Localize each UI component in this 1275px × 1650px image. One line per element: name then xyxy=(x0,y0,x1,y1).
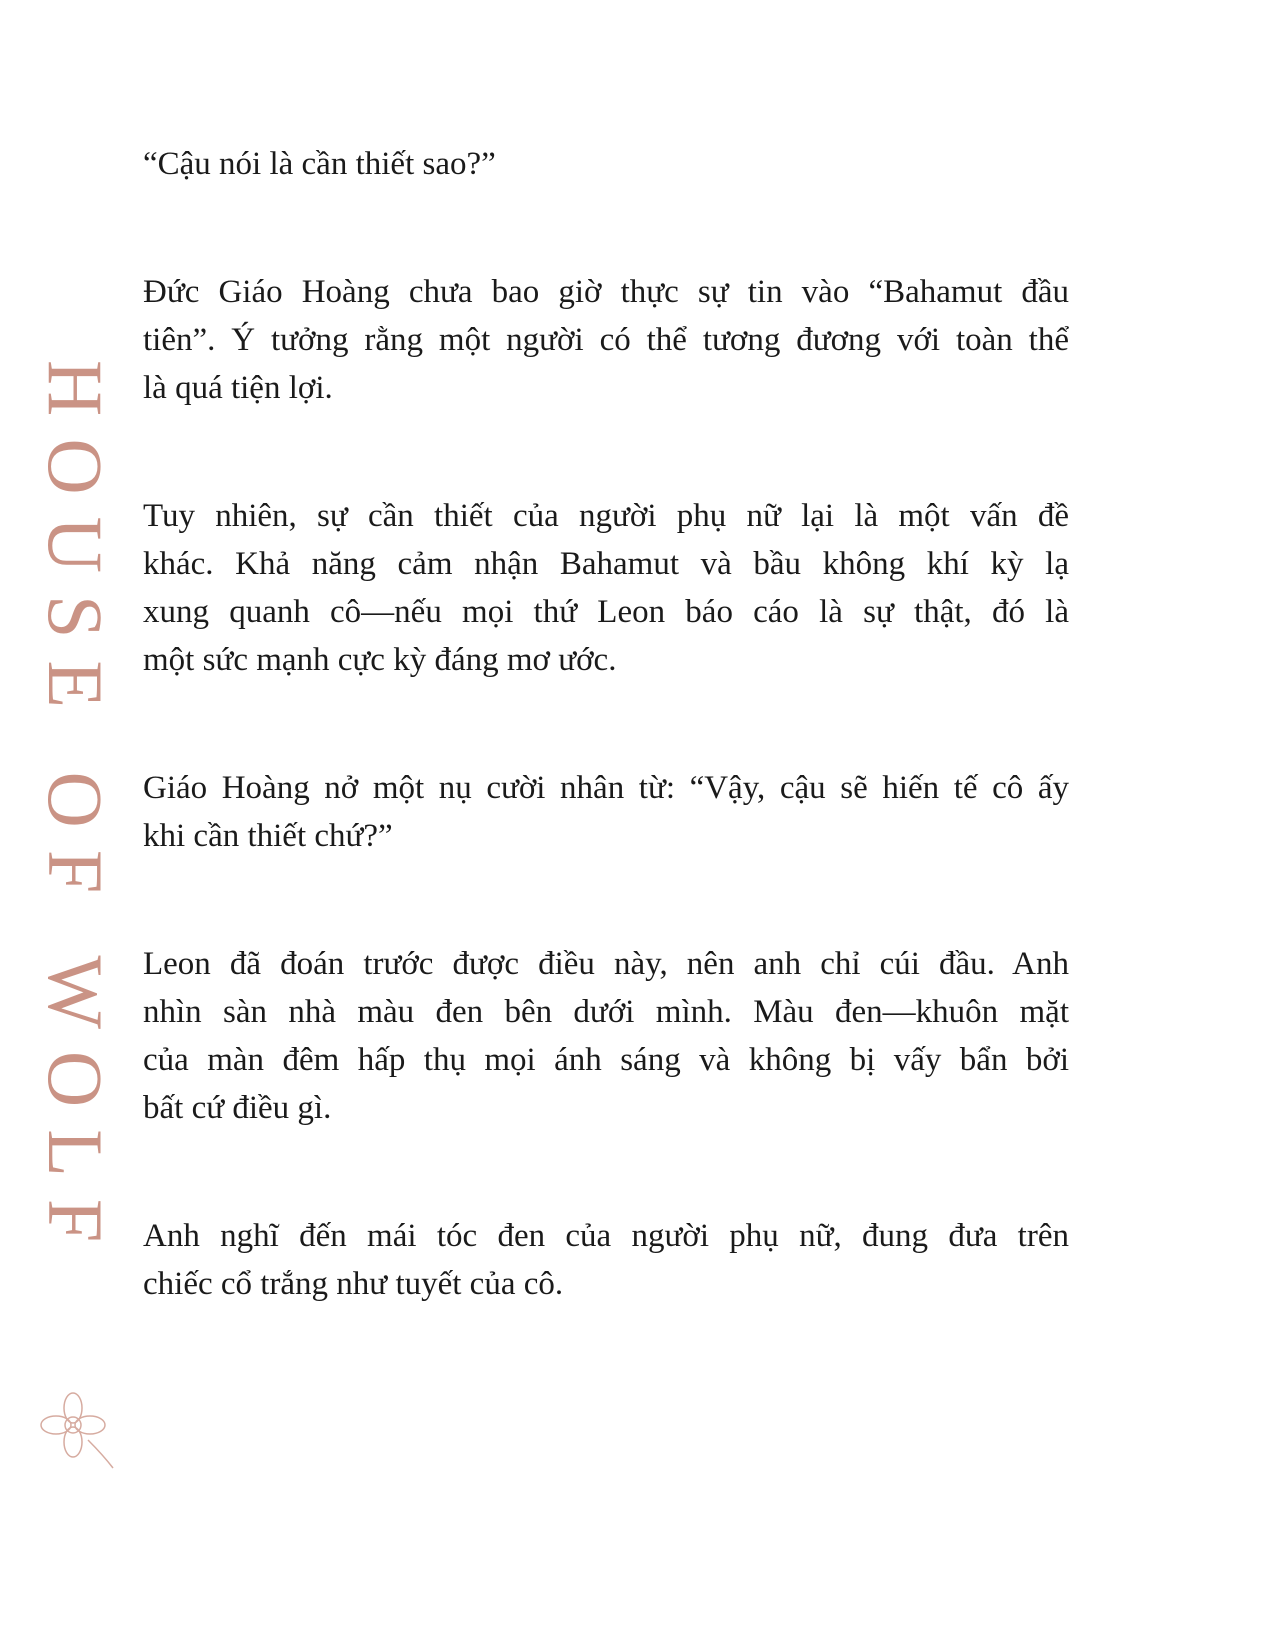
text-line: khi cần thiết chứ?” xyxy=(143,818,393,854)
text-line: một sức mạnh cực kỳ đáng mơ ước. xyxy=(143,642,617,678)
paragraph xyxy=(143,268,1069,412)
text-line: Anh nghĩ đến mái tóc đen của người phụ nữ, đung đưa trên xyxy=(143,1218,1069,1254)
paragraph xyxy=(143,492,1069,684)
text-line: khác. Khả năng cảm nhận Bahamut và bầu không khí kỳ lạ xyxy=(143,546,1069,582)
text-line: nhìn sàn nhà màu đen bên dưới mình. Màu đen—khuôn mặt xyxy=(143,994,1069,1030)
text-line: Leon đã đoán trước được điều này, nên anh chỉ cúi đầu. Anh xyxy=(143,946,1069,982)
text-line: Đức Giáo Hoàng chưa bao giờ thực sự tin vào “Bahamut đầu xyxy=(143,274,1069,310)
flower-watermark-icon xyxy=(28,1380,118,1470)
text-line: của màn đêm hấp thụ mọi ánh sáng và không bị vấy bẩn bởi xyxy=(143,1042,1069,1078)
text-line: xung quanh cô—nếu mọi thứ Leon báo cáo là sự thật, đó là xyxy=(143,594,1069,630)
document-body xyxy=(143,140,1069,1388)
paragraph xyxy=(143,764,1069,860)
text-line: chiếc cổ trắng như tuyết của cô. xyxy=(143,1266,564,1302)
text-line: Giáo Hoàng nở một nụ cười nhân từ: “Vậy, cậu sẽ hiến tế cô ấy xyxy=(143,770,1069,806)
paragraph xyxy=(143,140,1069,188)
text-line: Tuy nhiên, sự cần thiết của người phụ nữ lại là một vấn đề xyxy=(143,498,1069,534)
text-line: tiên”. Ý tưởng rằng một người có thể tương đương với toàn thể xyxy=(143,322,1069,358)
watermark-text: HOUSE OF WOLF xyxy=(32,360,119,1265)
text-line: là quá tiện lợi. xyxy=(143,370,333,406)
paragraph xyxy=(143,940,1069,1132)
text-line: bất cứ điều gì. xyxy=(143,1090,332,1126)
paragraph xyxy=(143,1212,1069,1308)
text-line: “Cậu nói là cần thiết sao?” xyxy=(143,146,496,182)
